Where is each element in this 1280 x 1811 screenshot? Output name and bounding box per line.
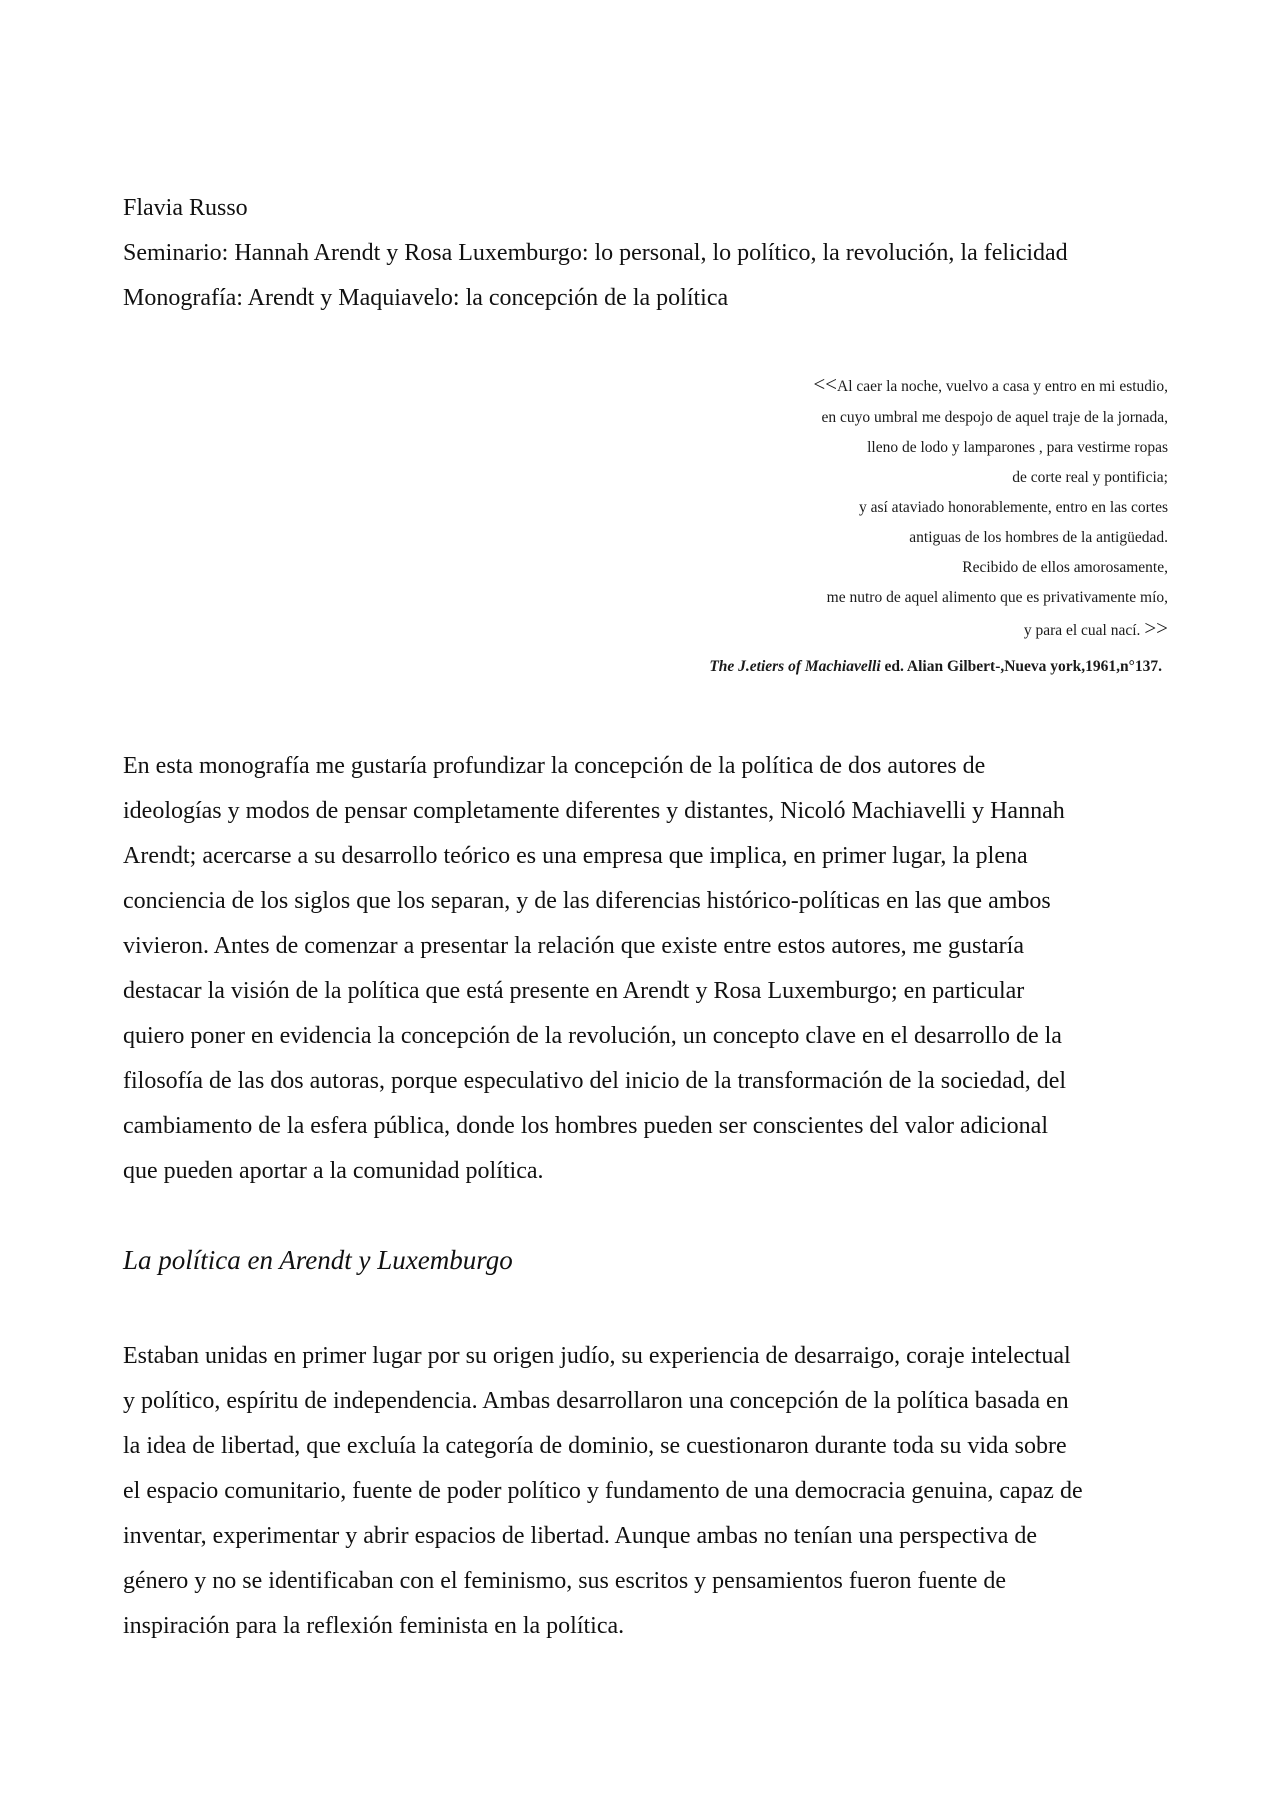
paragraph-line: y político, espíritu de independencia. Ambas desarrollaron una concepción de la política basada en [123,1388,1069,1414]
citation-title: The J.etiers of Machiavelli [709,658,881,675]
paragraph-line: inspiración para la reflexión feminista en la política. [123,1613,625,1639]
paragraph-line: la idea de libertad, que excluía la categoría de dominio, se cuestionaron durante toda su vida sobre [123,1433,1067,1459]
epigraph-line: de corte real y pontificia; [1012,469,1168,486]
paragraph-line: filosofía de las dos autoras, porque especulativo del inicio de la transformación de la sociedad, del [123,1068,1067,1094]
paragraph-line: género y no se identificaban con el feminismo, sus escritos y pensamientos fueron fuente de [123,1568,1007,1594]
epigraph-open-mark: << [813,372,838,396]
paragraph-line: En esta monografía me gustaría profundizar la concepción de la política de dos autores de [123,753,986,779]
section-paragraph [123,1334,1185,1649]
paragraph-line: ideologías y modos de pensar completamente diferentes y distantes, Nicoló Machiavelli y Hannah [123,798,1065,824]
epigraph-line-text: Al caer la noche, vuelvo a casa y entro en mi estudio, [837,378,1168,395]
epigraph-line: lleno de lodo y lamparones , para vestirme ropas [867,439,1168,456]
citation-details: ed. Alian Gilbert-,Nueva york,1961,n°137. [880,658,1162,675]
paragraph-line: conciencia de los siglos que los separan, y de las diferencias histórico-políticas en las que ambos [123,888,1051,914]
epigraph [468,368,1168,682]
epigraph-line: antiguas de los hombres de la antigüedad. [909,529,1168,546]
section-heading: La política en Arendt y Luxemburgo [123,1245,513,1275]
paragraph-line: el espacio comunitario, fuente de poder político y fundamento de una democracia genuina, capaz de [123,1478,1083,1504]
intro-paragraph [123,744,1185,1194]
epigraph-close-mark: >> [1144,616,1168,640]
paragraph-line: quiero poner en evidencia la concepción de la revolución, un concepto clave en el desarrollo de la [123,1023,1062,1049]
paragraph-line: vivieron. Antes de comenzar a presentar la relación que existe entre estos autores, me gustaría [123,933,1024,959]
paragraph-line: destacar la visión de la política que está presente en Arendt y Rosa Luxemburgo; en particular [123,978,1025,1004]
epigraph-line-text: y para el cual nací. [1023,622,1141,639]
paragraph-line: Arendt; acercarse a su desarrollo teórico es una empresa que implica, en primer lugar, la plena [123,843,1028,869]
monograph-title: Monografía: Arendt y Maquiavelo: la concepción de la política [123,285,729,311]
epigraph-line [468,613,1168,646]
paragraph-line: cambiamento de la esfera pública, donde los hombres pueden ser conscientes del valor adicional [123,1113,1048,1139]
paragraph-line: inventar, experimentar y abrir espacios de libertad. Aunque ambas no tenían una perspectiva de [123,1523,1038,1549]
paragraph-line: que pueden aportar a la comunidad política. [123,1158,544,1184]
paragraph-line: Estaban unidas en primer lugar por su origen judío, su experiencia de desarraigo, coraje intelectual [123,1343,1071,1369]
epigraph-citation [468,652,1168,682]
epigraph-line: en cuyo umbral me despojo de aquel traje de la jornada, [821,409,1168,426]
seminar-title: Seminario: Hannah Arendt y Rosa Luxemburgo: lo personal, lo político, la revolución, la felicidad [123,240,1068,266]
epigraph-line: y así ataviado honorablemente, entro en las cortes [858,499,1168,516]
document-header [123,186,1183,321]
author-name: Flavia Russo [123,195,248,221]
epigraph-line: Recibido de ellos amorosamente, [962,559,1168,576]
epigraph-line: me nutro de aquel alimento que es privativamente mío, [826,589,1168,606]
epigraph-line [468,368,1168,403]
